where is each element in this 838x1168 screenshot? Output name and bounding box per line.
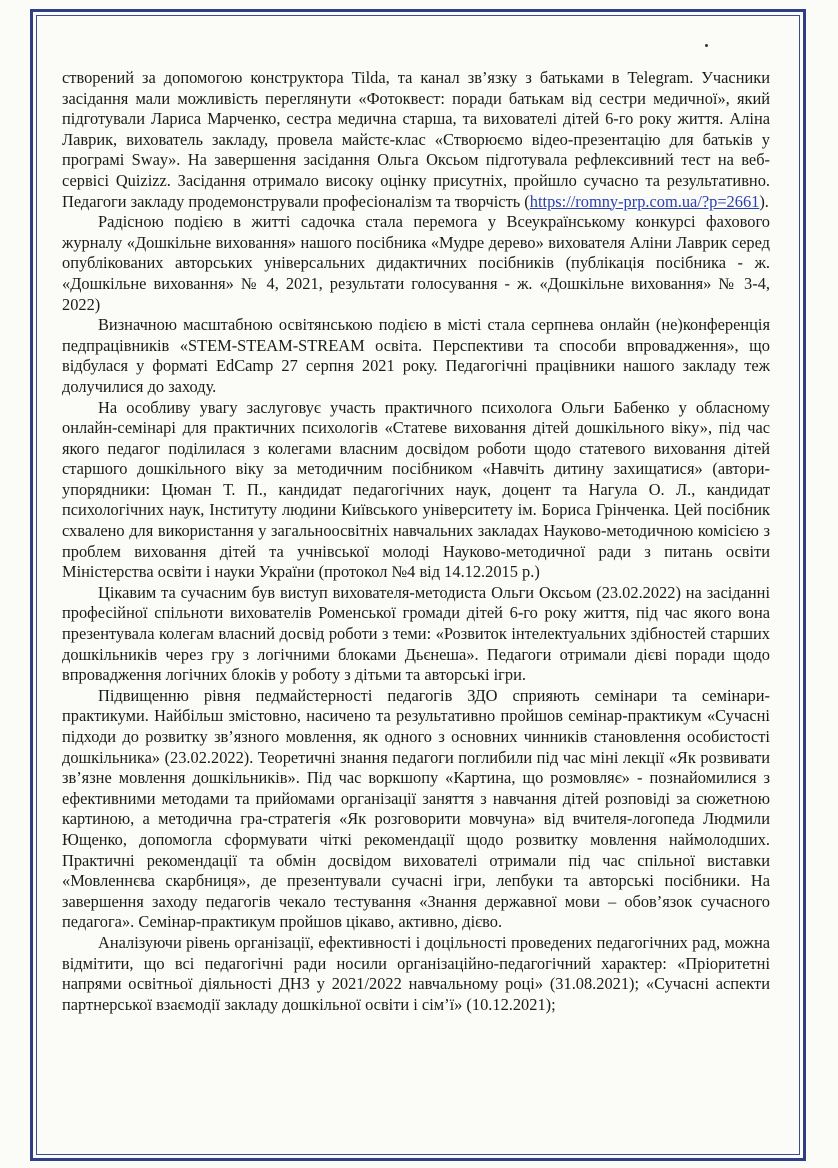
paragraph-methodist-speech: Цікавим та сучасним був виступ вихователя-методиста Ольги Оксьом (23.02.2022) на засіданні професійної спільноти вихователів Роменської громади дітей 6-го року життя, під час якого вона презентувала колегам власний досвід роботи з теми: «Розвиток інтелектуальних здібностей старших дошкільників через гру з логічними блоками Дьєнеша». Педагоги отримали дієві поради щодо впровадження логічних блоків у роботу з дітьми та авторські ігри.: [62, 582, 770, 685]
paragraph-tilda-telegram: [62, 68, 770, 212]
paragraph-psychologist-seminar: На особливу увагу заслуговує участь практичного психолога Ольги Бабенко у обласному онлайн-семінарі для практичних психологів «Статеве виховання дітей дошкільного віку», під час якого педагог поділилася з колегами власним досвідом роботи щодо статевого виховання дітей старшого дошкільного віку за методичним посібником «Навчіть дитину захищатися» (автори-упорядники: Цюман Т. П., кандидат педагогічних наук, доцент та Нагула О. Л., кандидат психологічних наук, Інституту людини Київського університету ім. Бориса Грінченка. Цей посібник схвалено для використання у загальноосвітніх навчальних закладах Науково-методичною комісією з проблем виховання дітей та учнівської молоді Науково-методичної ради з питань освіти Міністерства освіти і науки України (протокол №4 від 14.12.2015 р.): [62, 397, 770, 582]
paragraph-edcamp-conference: Визначною масштабною освітянською подією в місті стала серпнева онлайн (не)конференція педпрацівників «STEM-STEAM-STREAM освіта. Перспективи та способи впровадження», що відбулася у форматі EdCamp 27 серпня 2021 року. Педагогічні працівники нашого закладу теж долучилися до заходу.: [62, 315, 770, 396]
paragraph-seminar-practicum: Підвищенню рівня педмайстерності педагогів ЗДО сприяють семінари та семінари-практикуми. Найбільш змістовно, насичено та результативно пройшов семінар-практикум «Сучасні підходи до розвитку зв’язного мовлення, як одного з основних чинників становлення особистості дошкільника» (23.02.2022). Теоретичні знання педагоги поглибили під час міні лекції «Як розвивати зв’язне мовлення дошкільників». Під час воркшопу «Картина, що розмовляє» - познайомилися з ефективними методами та прийомами організації заняття з навчання дітей розповіді за сюжетною картиною, а методична гра-стратегія «Як розговорити мовчуна» від вчителя-логопеда Людмили Ющенко, допомогла сформувати чіткі рекомендації щодо розвитку мовлення наймолодших. Практичні рекомендації та обмін досвідом вихователі отримали під час спільної виставки «Мовленнєва скарбниця», де презентували сучасні ігри, лепбуки та авторські посібники. На завершення заходу педагогів чекало тестування «Знання державної мови – обов’язок сучасного педагога». Семінар-практикум пройшов цікаво, активно, дієво.: [62, 685, 770, 932]
source-link[interactable]: https://romny-prp.com.ua/?p=2661: [529, 191, 760, 211]
paragraph-text-end: ).: [759, 191, 769, 211]
paragraph-pedagogical-councils: Аналізуючи рівень організації, ефективності і доцільності проведених педагогічних рад, можна відмітити, що всі педагогічні ради носили організаційно-педагогічний характер: «Пріоритетні напрями освітньої діяльності ДНЗ у 2021/2022 навчальному році» (31.08.2021); «Сучасні аспекти партнерської взаємодії закладу дошкільної освіти і сім’ї» (10.12.2021);: [62, 932, 770, 1014]
paragraph-contest-victory: Радісною подією в житті садочка стала перемога у Всеукраїнському конкурсі фахового журналу «Дошкільне виховання» нашого посібника «Мудре дерево» вихователя Аліни Лаврик серед опублікованих авторських універсальних дидактичних посібників (публікація посібника - ж. «Дошкільне виховання» № 4, 2021, результати голосування - ж. «Дошкільне виховання» № 3-4, 2022): [62, 212, 770, 314]
paragraph-text: створений за допомогою конструктора Tilda, та канал зв’язку з батьками в Telegram. Учасники засідання мали можливість переглянути «Фотоквест: поради батькам від сестри медичної», який підготували Лариса Марченко, сестра медична старша, та вихователі дітей 6-го року життя. Аліна Лаврик, вихователь закладу, провела майстє-клас «Створюємо відео-презентацію для батьків у програмі Sway». На завершення засідання Ольга Оксьом підготувала рефлексивний тест на веб-сервісі Quizizz. Засідання отримало високу оцінку присутніх, пройшло сучасно та результативно. Педагоги закладу продемонстрували професіоналізм та творчість (: [62, 68, 770, 211]
document-body: [62, 68, 770, 1015]
scan-speck: [705, 44, 708, 47]
